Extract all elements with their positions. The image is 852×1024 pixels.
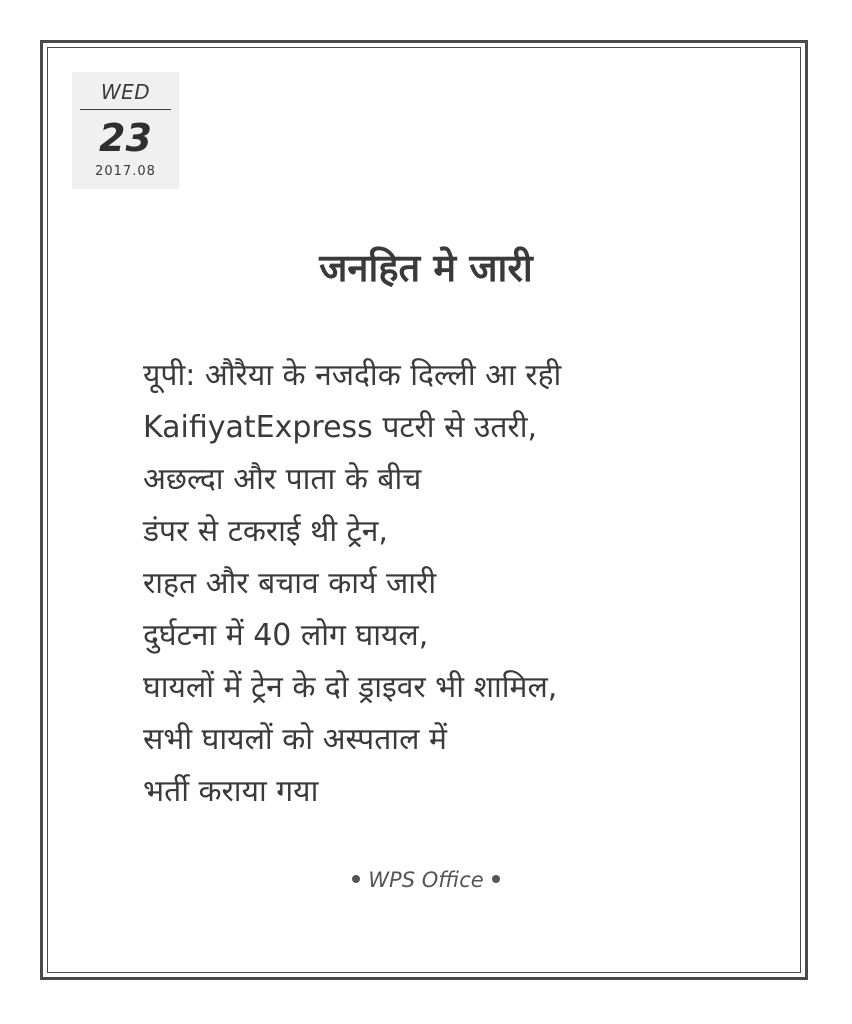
footer-brand: WPS Office bbox=[368, 868, 484, 892]
body-line: डंपर से टकराई थी ट्रेन, bbox=[143, 514, 388, 549]
body-line: अछल्दा और पाता के बीच bbox=[143, 462, 422, 497]
date-card bbox=[72, 72, 179, 189]
date-weekday: WED bbox=[100, 80, 151, 104]
body-line: सभी घायलों को अस्पताल में bbox=[143, 722, 447, 757]
body-line: घायलों में ट्रेन के दो ड्राइवर भी शामिल, bbox=[143, 670, 558, 705]
body-line: KaifiyatExpress पटरी से उतरी, bbox=[143, 410, 538, 445]
date-day: 23 bbox=[99, 116, 152, 160]
footer-watermark bbox=[0, 862, 852, 898]
body-text bbox=[143, 350, 783, 818]
body-line: यूपी: औरैया के नजदीक दिल्ली आ रही bbox=[143, 358, 562, 393]
body-line: दुर्घटना में 40 लोग घायल, bbox=[143, 618, 429, 653]
bullet-dot-icon bbox=[492, 875, 500, 883]
body-line: भर्ती कराया गया bbox=[143, 774, 319, 809]
headline: जनहित मे जारी bbox=[319, 246, 533, 290]
bullet-dot-icon bbox=[352, 875, 360, 883]
body-line: राहत और बचाव कार्य जारी bbox=[143, 566, 437, 601]
date-divider bbox=[80, 109, 171, 110]
date-year-month: 2017.08 bbox=[95, 164, 156, 179]
